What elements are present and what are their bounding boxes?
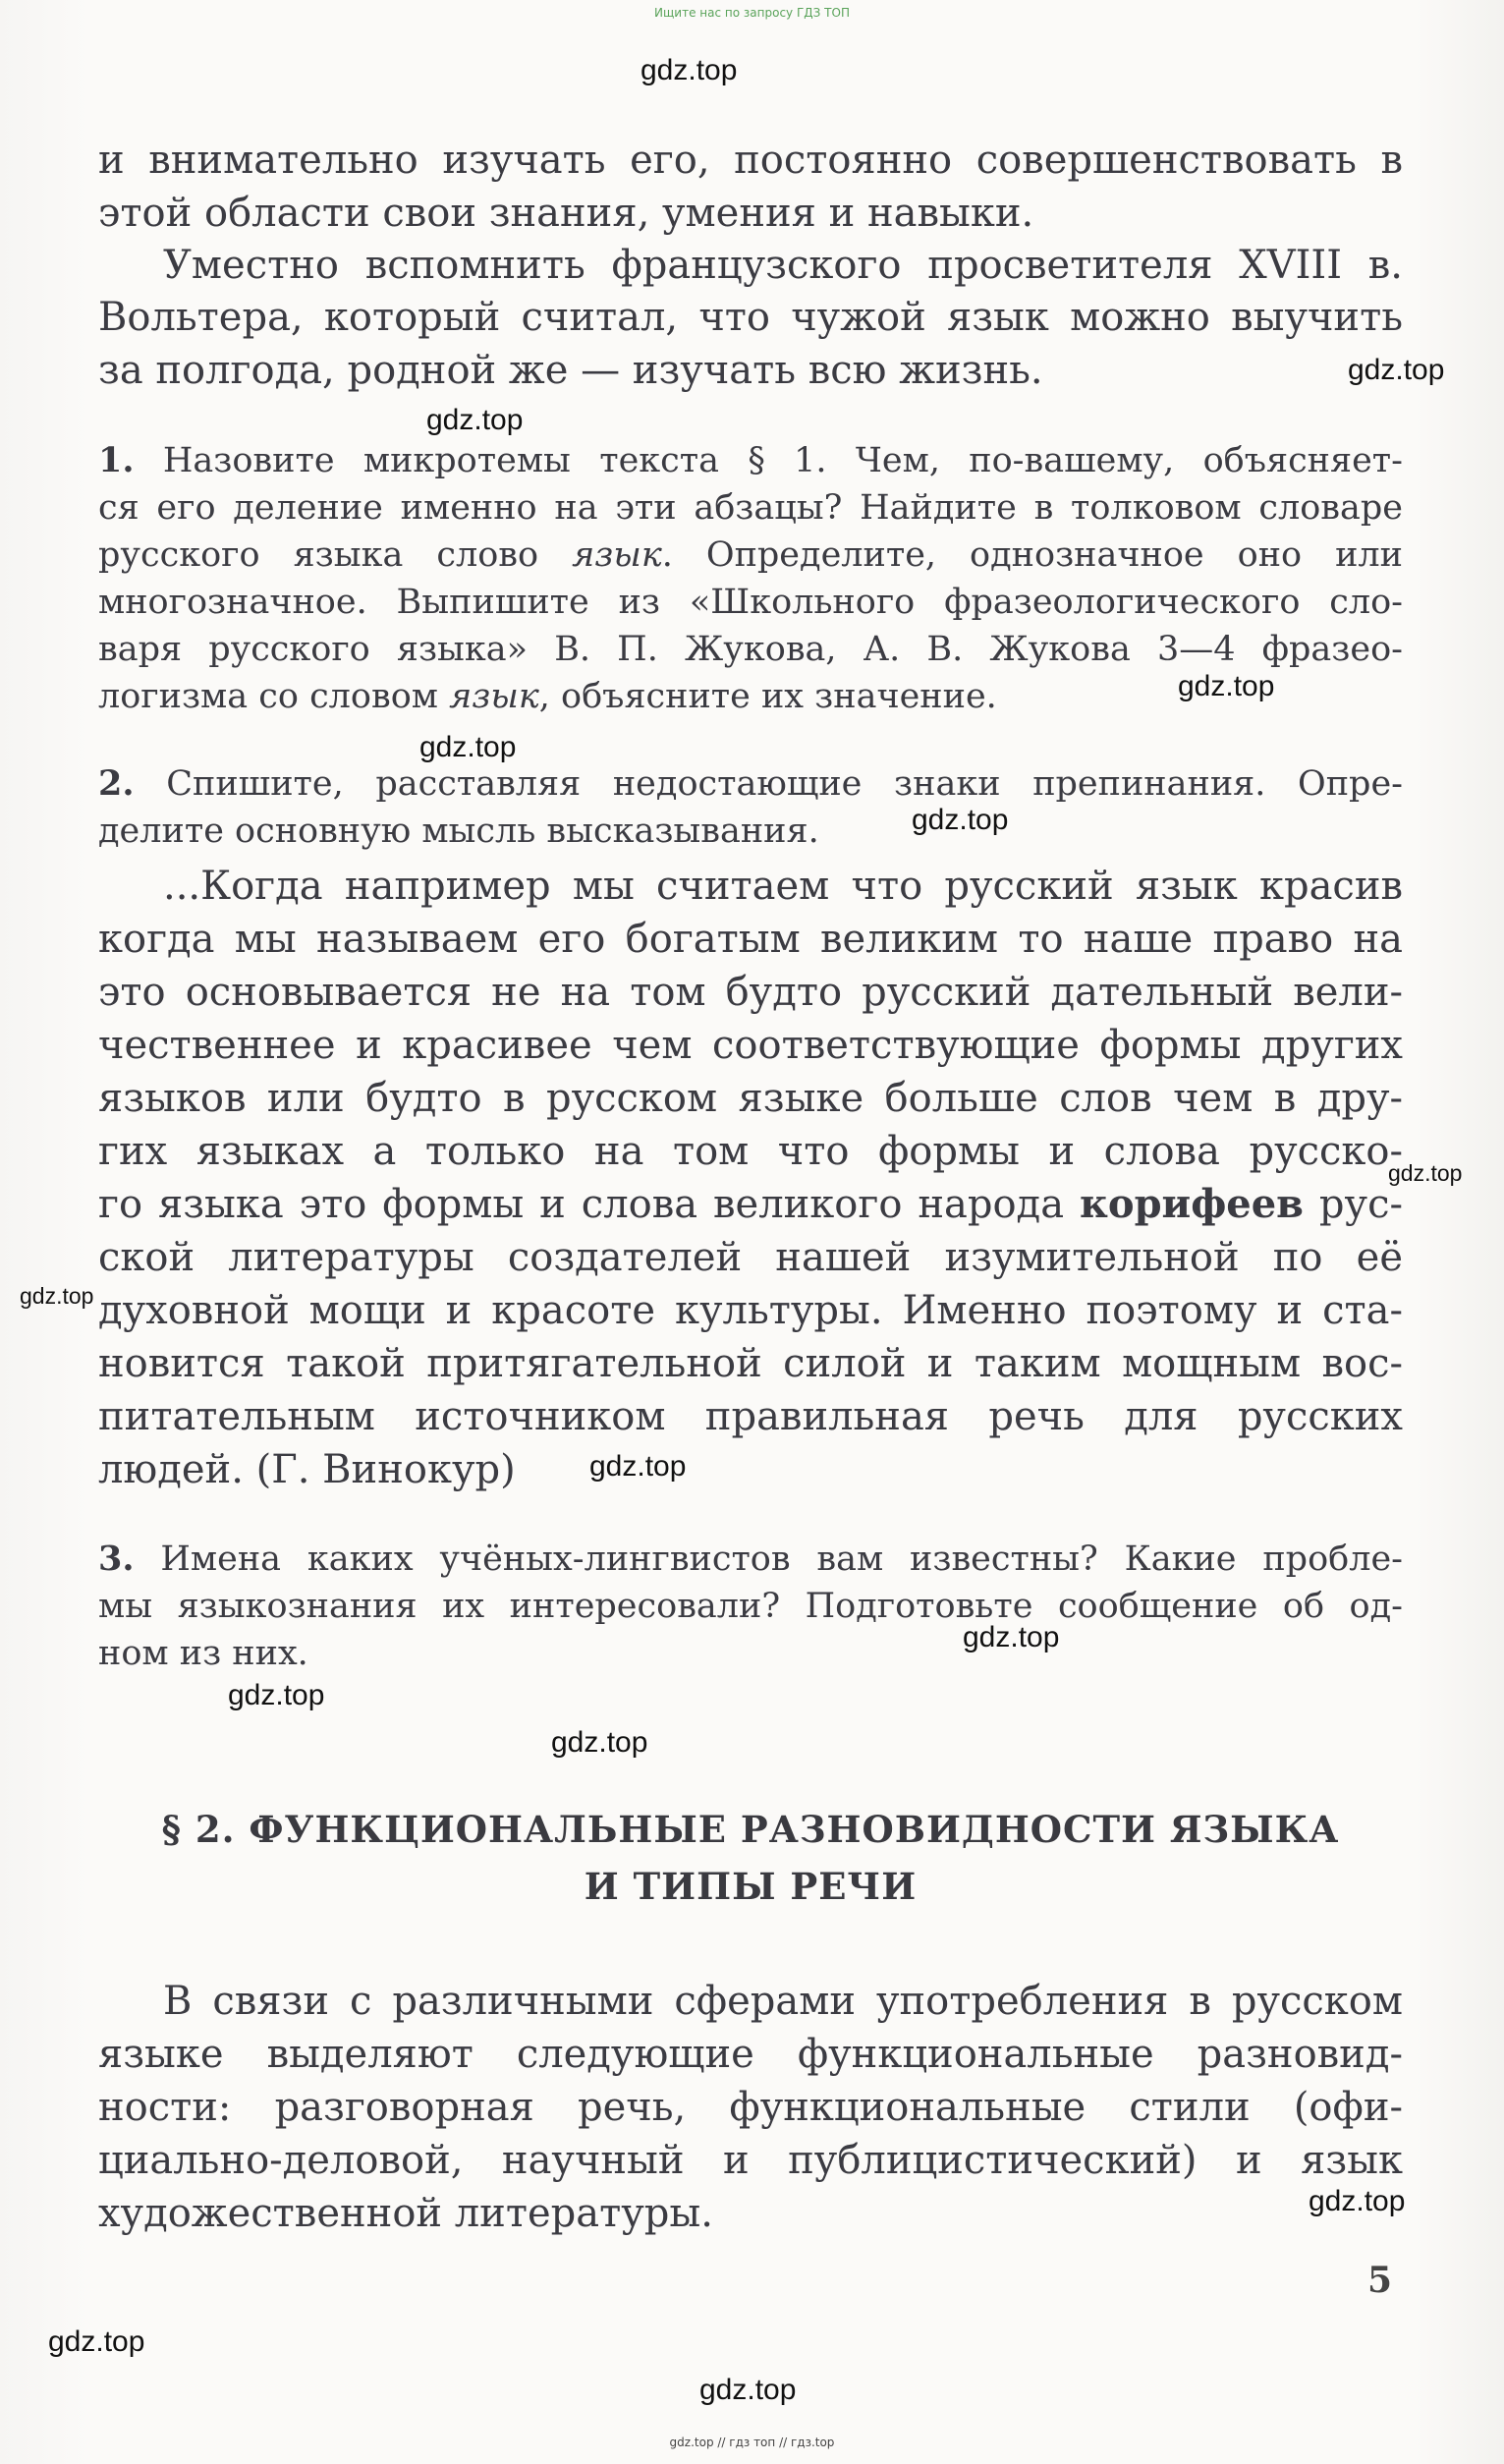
task-1-line: русского языка слово язык. Определите, однозначное оно или (98, 535, 1403, 575)
intro-line: Уместно вспомнить французского просветителя XVIII в. (163, 243, 1403, 288)
task-3-line: мы языкознания их интересовали? Подготовьте сообщение об од- (98, 1587, 1403, 1626)
body-line: художественной литературы. (98, 2191, 713, 2236)
task-2-number: 2. (98, 763, 135, 804)
intro-line: этой области свои знания, умения и навыки. (98, 191, 1034, 236)
task-1-line: многозначное. Выпишите из «Школьного фразеологического сло- (98, 583, 1403, 622)
task-2-line: 2. Спишите, расставляя недостающие знаки препинания. Опре- (98, 763, 1403, 804)
task-2-line: делите основную мысль высказывания. (98, 812, 819, 851)
term-korifeev: корифеев (1080, 1181, 1304, 1227)
watermark: gdz.top (699, 2374, 797, 2406)
body-line: В связи с различными сферами употребления в русском (163, 1979, 1403, 2024)
body-line: языке выделяют следующие функциональные разновид- (98, 2032, 1403, 2077)
task-1-line: 1. Назовите микротемы текста § 1. Чем, по-вашему, объясняет- (98, 440, 1403, 480)
watermark: gdz.top (1348, 354, 1445, 386)
watermark: gdz.top (551, 1726, 648, 1759)
task-3-line: 3. Имена каких учёных-лингвистов вам известны? Какие пробле- (98, 1539, 1403, 1579)
quote-line: новится такой притягательной силой и таким мощным вос- (98, 1341, 1403, 1386)
quote-line: языков или будто в русском языке больше слов чем в дру- (98, 1076, 1403, 1121)
watermark: gdz.top (228, 1679, 325, 1711)
term-yazyk: язык (572, 535, 662, 575)
body-line: циально-деловой, научный и публицистический) и язык (98, 2138, 1403, 2183)
watermark: gdz.top (912, 804, 1009, 836)
intro-line: и внимательно изучать его, постоянно совершенствовать в (98, 138, 1403, 183)
intro-line: за полгода, родной же — изучать всю жизнь. (98, 348, 1043, 393)
body-line: ности: разговорная речь, функциональные стили (офи- (98, 2085, 1403, 2130)
watermark: gdz.top (426, 404, 524, 436)
quote-line: когда мы называем его богатым великим то наше право на (98, 917, 1403, 962)
watermark: gdz.top (419, 731, 517, 763)
quote-line: духовной мощи и красоте культуры. Именно поэтому и ста- (98, 1288, 1403, 1333)
page-number: 5 (1367, 2260, 1393, 2301)
term-yazyk: язык (449, 677, 539, 716)
task-3-line: ном из них. (98, 1634, 308, 1673)
task-1-line: ся его деление именно на эти абзацы? Найдите в толковом словаре (98, 488, 1403, 528)
task-1-line: логизма со словом язык, объясните их значение. (98, 677, 997, 716)
task-1-line: варя русского языка» В. П. Жукова, А. В. Жукова 3—4 фразео- (98, 630, 1403, 669)
quote-line: ...Когда например мы считаем что русский язык красив (163, 864, 1403, 909)
intro-line: Вольтера, который считал, что чужой язык можно выучить (98, 295, 1403, 340)
watermark: gdz.top (20, 1283, 94, 1309)
watermark: gdz.top (1178, 670, 1275, 702)
quote-line: это основывается не на том будто русский дательный вели- (98, 970, 1403, 1015)
watermark: gdz.top (48, 2325, 145, 2358)
task-3-number: 3. (98, 1539, 135, 1579)
watermark: gdz.top (1309, 2185, 1406, 2217)
watermark: gdz.top (641, 54, 738, 86)
task-1-number: 1. (98, 440, 135, 480)
watermark: gdz.top (963, 1621, 1060, 1653)
watermark: gdz.top (1388, 1160, 1463, 1186)
footer-links[interactable]: gdz.top // гдз топ // гдз.top (669, 2436, 835, 2449)
quote-line: ской литературы создателей нашей изумительной по её (98, 1235, 1403, 1280)
section-heading: И ТИПЫ РЕЧИ (584, 1865, 918, 1908)
quote-line: го языка это формы и слова великого народа корифеев рус- (98, 1181, 1403, 1227)
quote-line: питательным источником правильная речь для русских (98, 1394, 1403, 1439)
quote-line: гих языках а только на том что формы и слова русско- (98, 1129, 1403, 1174)
quote-line: людей. (Г. Винокур) (98, 1447, 516, 1492)
watermark: gdz.top (589, 1450, 687, 1483)
quote-line: чественнее и красивее чем соответствующие формы других (98, 1023, 1403, 1068)
section-heading: § 2. ФУНКЦИОНАЛЬНЫЕ РАЗНОВИДНОСТИ ЯЗЫКА (161, 1808, 1340, 1851)
top-banner[interactable]: Ищите нас по запросу ГДЗ ТОП (654, 6, 850, 20)
